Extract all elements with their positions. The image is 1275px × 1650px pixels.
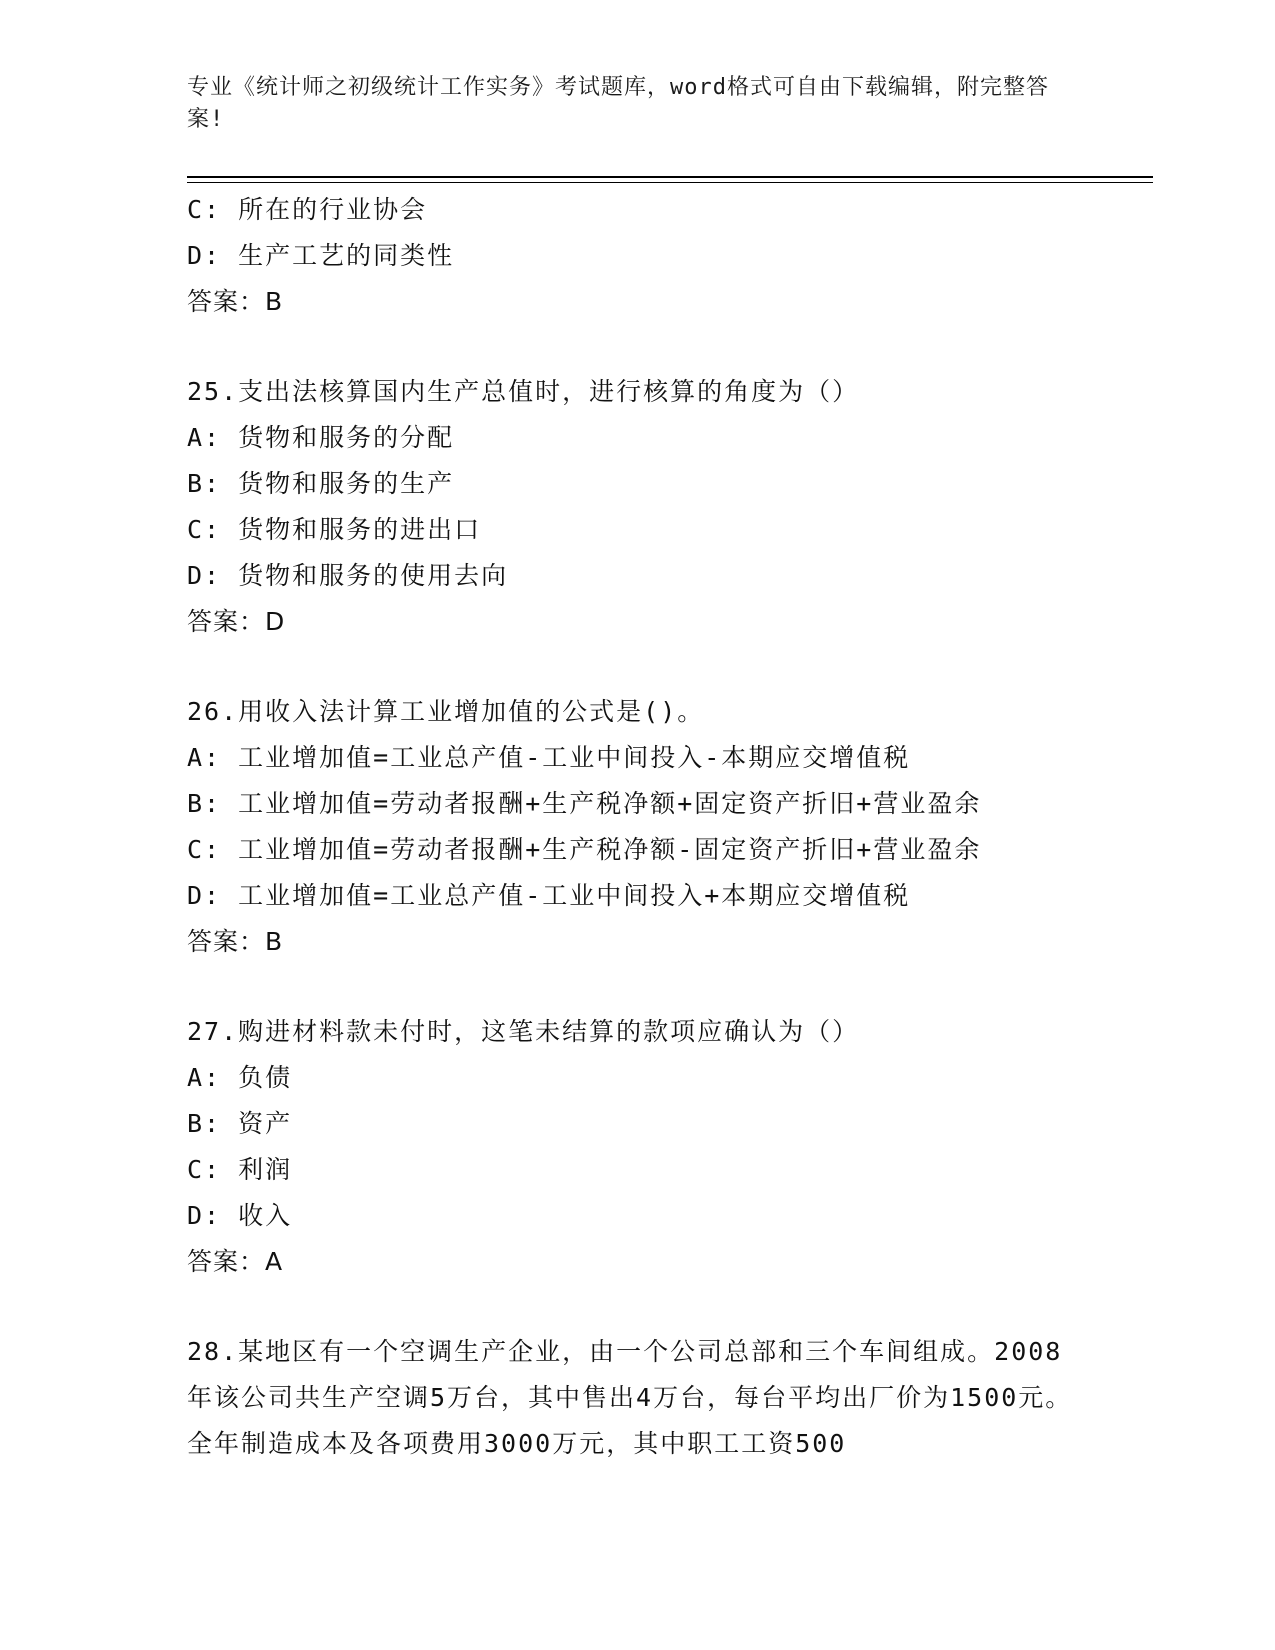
option-c: C: 货物和服务的进出口 (187, 515, 482, 544)
question-text: 25.支出法核算国内生产总值时，进行核算的角度为（） (187, 377, 860, 406)
option-b: B: 工业增加值=劳动者报酬+生产税净额+固定资产折旧+营业盈余 (187, 789, 982, 818)
option-a: A: 货物和服务的分配 (187, 423, 455, 452)
option-b: B: 货物和服务的生产 (187, 469, 455, 498)
option-a: A: 工业增加值=工业总产值-工业中间投入-本期应交增值税 (187, 743, 911, 772)
option-b: B: 资产 (187, 1109, 293, 1138)
question-block-25 (187, 369, 1087, 645)
question-content (187, 187, 1087, 1467)
answer-line: 答案：B (187, 287, 284, 316)
header-rule-thick (187, 176, 1153, 178)
question-block-27 (187, 1009, 1087, 1285)
option-d: D: 货物和服务的使用去向 (187, 561, 509, 590)
spacer (187, 325, 1087, 369)
document-header: 专业《统计师之初级统计工作实务》考试题库，word格式可自由下载编辑，附完整答案! (187, 75, 1049, 132)
option-d: D: 生产工艺的同类性 (187, 241, 455, 270)
option-a: A: 负债 (187, 1063, 293, 1092)
option-c: C: 工业增加值=劳动者报酬+生产税净额-固定资产折旧+营业盈余 (187, 835, 982, 864)
option-c: C: 所在的行业协会 (187, 195, 428, 224)
question-block-24 (187, 187, 1087, 325)
answer-line: 答案：D (187, 607, 286, 636)
question-text: 27.购进材料款未付时，这笔未结算的款项应确认为（） (187, 1017, 860, 1046)
spacer (187, 965, 1087, 1009)
answer-line: 答案：B (187, 927, 284, 956)
question-block-28 (187, 1329, 1087, 1467)
option-c: C: 利润 (187, 1155, 293, 1184)
header-rule-thin (187, 182, 1153, 183)
question-text: 28.某地区有一个空调生产企业，由一个公司总部和三个车间组成。2008年该公司共生产空调5万台，其中售出4万台，每台平均出厂价为1500元。全年制造成本及各项费用3000万元，其中职工工资500 (187, 1337, 1073, 1458)
spacer (187, 645, 1087, 689)
spacer (187, 1285, 1087, 1329)
question-block-26 (187, 689, 1087, 965)
option-d: D: 收入 (187, 1201, 293, 1230)
answer-line: 答案：A (187, 1247, 284, 1276)
option-d: D: 工业增加值=工业总产值-工业中间投入+本期应交增值税 (187, 881, 911, 910)
question-text: 26.用收入法计算工业增加值的公式是()。 (187, 697, 705, 726)
